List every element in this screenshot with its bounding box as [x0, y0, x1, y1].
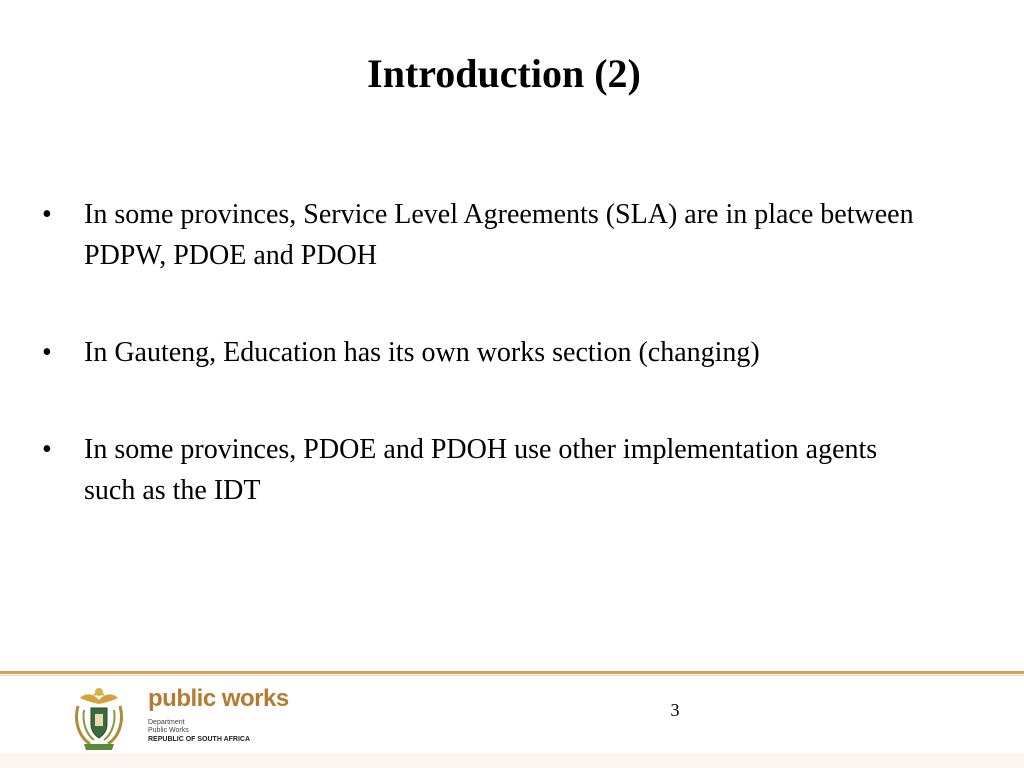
bullet-list: [40, 194, 920, 567]
logo-line-republic: REPUBLIC OF SOUTH AFRICA: [148, 736, 251, 743]
logo-wordmark: public works: [148, 685, 289, 712]
slide-title: Introduction (2): [367, 51, 641, 96]
page-number: 3: [670, 700, 680, 720]
bullet-item-1: [40, 194, 920, 276]
logo-line-public-works: Public Works: [148, 727, 189, 734]
bullet-dot: •: [42, 199, 52, 230]
public-works-logo: [72, 684, 289, 754]
footer-band: [0, 753, 1024, 768]
bullet-text: In some provinces, PDOE and PDOH use other implementation agents such as the IDT: [84, 434, 878, 506]
bullet-dot: •: [42, 434, 52, 465]
bullet-text: In some provinces, Service Level Agreements (SLA) are in place between PDPW, PDOE and PDOH: [84, 199, 914, 271]
footer-divider-shadow: [0, 675, 1024, 676]
logo-line-department: Department: [148, 719, 185, 726]
bullet-item-2: [40, 332, 920, 373]
bullet-dot: •: [42, 337, 52, 368]
bullet-item-3: [40, 429, 920, 511]
bullet-text: In Gauteng, Education has its own works section (changing): [84, 337, 760, 368]
coat-of-arms-icon: [72, 684, 126, 752]
footer-divider: [0, 671, 1024, 674]
